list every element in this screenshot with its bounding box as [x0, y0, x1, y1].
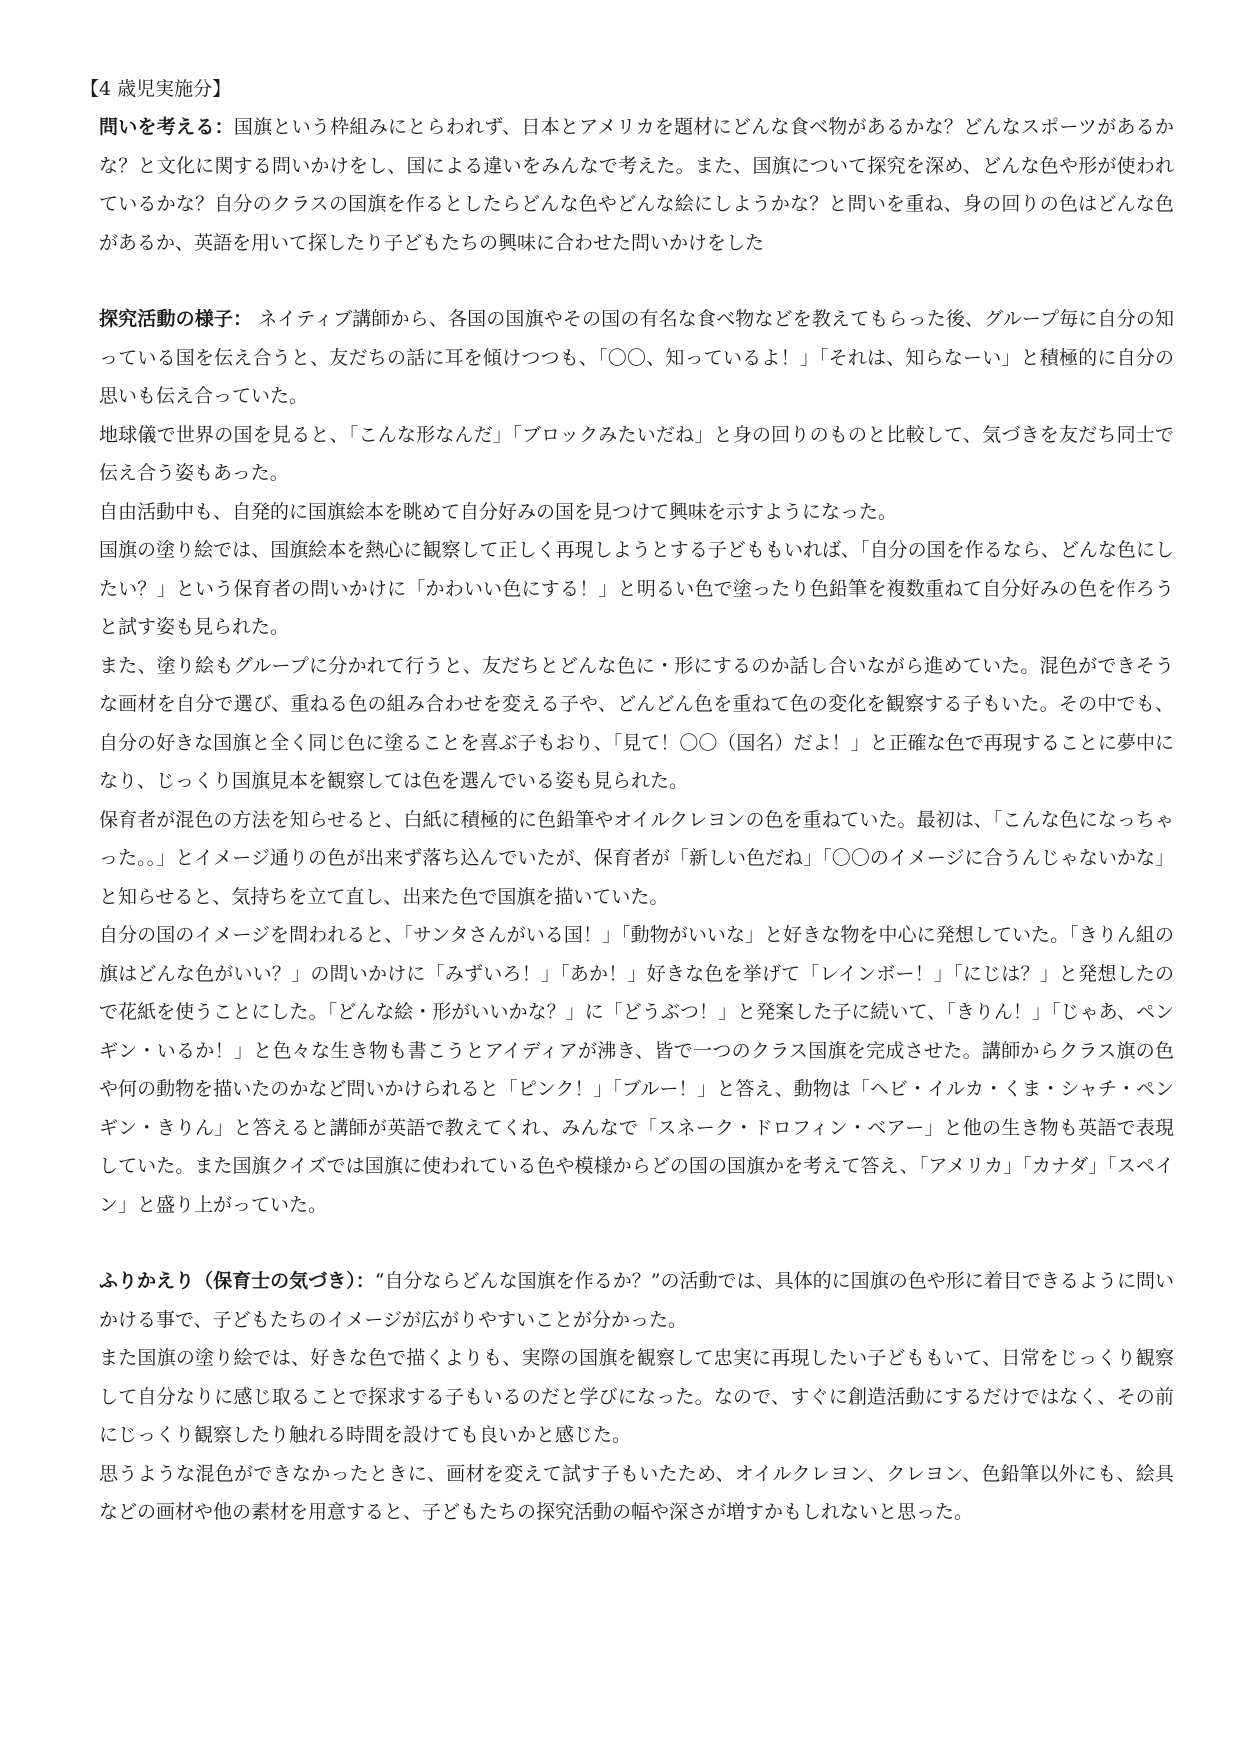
section-label: 探究活動の様子： [99, 308, 253, 330]
paragraph: また、塗り絵もグループに分かれて行うと、友だちとどんな色に・形にするのか話し合いながら進めていた。混色ができそうな画材を自分で選び、重ねる色の組み合わせを変える子や、どんどん色を重ねて色の変化を観察する子もいた。その中でも、自分の好きな国旗と全く同じ色に塗ることを喜ぶ子もおり、「見て！〇〇（国名）だよ！」と正確な色で再現することに夢中になり、じっくり国旗見本を観察しては色を選んでいる姿も見られた。 [99, 654, 1174, 792]
paragraph: 国旗の塗り絵では、国旗絵本を熱心に観察して正しく再現しようとする子どももいれば、「自分の国を作るなら、どんな色にしたい？」という保育者の問いかけに「かわいい色にする！」と明るい色で塗ったり色鉛筆を複数重ねて自分好みの色を作ろうと試す姿も見られた。 [99, 539, 1174, 638]
paragraph: 保育者が混色の方法を知らせると、白紙に積極的に色鉛筆やオイルクレヨンの色を重ねていた。最初は、「こんな色になっちゃった。。」とイメージ通りの色が出来ず落ち込んでいたが、保育者が「新しい色だね」「〇〇のイメージに合うんじゃないかな」と知らせると、気持ちを立て直し、出来た色で国旗を描いていた。 [99, 808, 1174, 908]
paragraph-text: 国旗という枠組みにとらわれず、日本とアメリカを題材にどんな食べ物があるかな？どんなスポーツがあるかな？と文化に関する問いかけをし、国による違いをみんなで考えた。また、国旗について探究を深め、どんな色や形が使われているかな？自分のクラスの国旗を作るとしたらどんな色やどんな絵にしようかな？と問いを重ね、身の回りの色はどんな色があるか、英語を用いて探したり子どもたちの興味に合わせた問いかけをした [99, 116, 1174, 254]
paragraph: 自由活動中も、自発的に国旗絵本を眺めて自分好みの国を見つけて興味を示すようになった。 [99, 500, 898, 523]
paragraph: 思うような混色ができなかったときに、画材を変えて試す子もいたため、オイルクレヨン、クレヨン、色鉛筆以外にも、絵具などの画材や他の素材を用意すると、子どもたちの探究活動の幅や深さが増すかもしれないと思った。 [99, 1462, 1174, 1523]
paragraph [99, 108, 1174, 262]
paragraph [99, 300, 1174, 416]
section-label: ふりかえり（保育士の気づき）： [99, 1270, 375, 1292]
document-body [99, 108, 1174, 1532]
section-questions [99, 108, 1174, 262]
paragraph: また国旗の塗り絵では、好きな色で描くよりも、実際の国旗を観察して忠実に再現したい子どももいて、日常をじっくり観察して自分なりに感じ取ることで探求する子もいるのだと学びになった。なので、すぐに創造活動にするだけではなく、その前にじっくり観察したり触れる時間を設けても良いかと感じた。 [99, 1347, 1174, 1446]
paragraph-text: “自分ならどんな国旗を作るか？”の活動では、具体的に国旗の色や形に着目できるように問いかける事で、子どもたちのイメージが広がりやすいことが分かった。 [99, 1270, 1174, 1331]
paragraph: 地球儀で世界の国を見ると、「こんな形なんだ」「ブロックみたいだね」と身の回りのものと比較して、気づきを友だち同士で伝え合う姿もあった。 [99, 423, 1174, 484]
paragraph: 自分の国のイメージを問われると、「サンタさんがいる国！」「動物がいいな」と好きな物を中心に発想していた。「きりん組の旗はどんな色がいい？」の問いかけに「みずいろ！」「あか！」好きな色を挙げて「レインボー！」「にじは？」と発想したので花紙を使うことにした。「どんな絵・形がいいかな？」に「どうぶつ！」と発案した子に続いて、「きりん！」「じゃあ、ペンギン・いるか！」と色々な生き物も書こうとアイディアが沸き、皆で一つのクラス国旗を完成させた。講師からクラス旗の色や何の動物を描いたのかなど問いかけられると「ピンク！」「ブルー！」と答え、動物は「ヘビ・イルカ・くま・シャチ・ペンギン・きりん」と答えると講師が英語で教えてくれ、みんなで「スネーク・ドロフィン・ベアー」と他の生き物も英語で表現していた。また国旗クイズでは国旗に使われている色や模様からどの国の国旗かを考えて答え、「アメリカ」「カナダ」「スペイン」と盛り上がっていた。 [99, 924, 1174, 1216]
paragraph [99, 1262, 1174, 1339]
document-heading: 【4 歳児実施分】 [80, 78, 232, 100]
paragraph-text: ネイティブ講師から、各国の国旗やその国の有名な食べ物などを教えてもらった後、グループ毎に自分の知っている国を伝え合うと、友だちの話に耳を傾けつつも、「〇〇、知っているよ！」「それは、知らなーい」と積極的に自分の思いも伝え合っていた。 [99, 308, 1174, 407]
section-reflection [99, 1262, 1174, 1532]
section-label: 問いを考える： [99, 116, 234, 138]
section-activity [99, 300, 1174, 1224]
